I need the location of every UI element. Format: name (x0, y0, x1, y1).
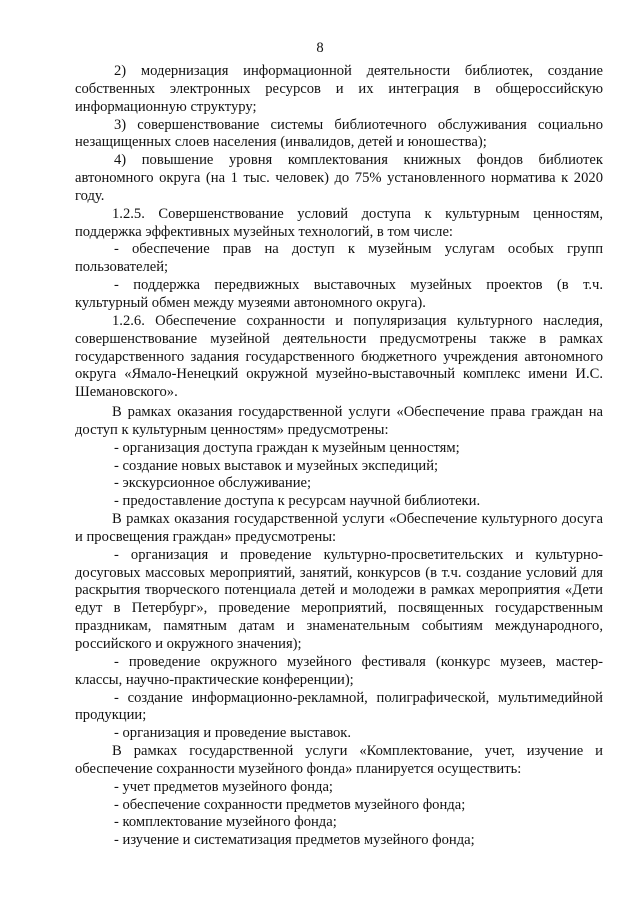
list-item: - изучение и систематизация предметов музейного фонда; (114, 832, 475, 849)
list-item: - создание информационно-рекламной, полиграфической, мультимедийной продукции; (75, 689, 603, 724)
list-item: - учет предметов музейного фонда; (114, 778, 333, 795)
list-item: - организация доступа граждан к музейным ценностям; (114, 439, 460, 456)
list-item: - комплектование музейного фонда; (114, 814, 337, 831)
list-item: - обеспечение сохранности предметов музейного фонда; (114, 796, 466, 813)
list-item: - создание новых выставок и музейных экспедиций; (114, 457, 439, 474)
paragraph: В рамках оказания государственной услуги «Обеспечение культурного досуга и просвещения граждан» предусмотрены: (75, 511, 603, 545)
section-paragraph: 1.2.6. Обеспечение сохранности и популяризация культурного наследия, совершенствование музейной деятельности предусмотрены также в рамках государственного задания государственного бюджетного учреждения автономного округа «Ямало-Ненецкий окружной музейно-выставочный комплекс имени И.С. Шемановского». (75, 312, 603, 401)
list-item: 4) повышение уровня комплектования книжных фондов библиотек автономного округа (на 1 тыс. человек) до 75% установленного норматива к 2020 году. (75, 152, 603, 204)
list-item: - экскурсионное обслуживание; (114, 475, 312, 492)
paragraph: В рамках государственной услуги «Комплектование, учет, изучение и обеспечение сохранности музейного фонда» планируется осуществить: (75, 743, 603, 777)
list-item: - проведение окружного музейного фестиваля (конкурс музеев, мастер-классы, научно-практические конференции); (75, 653, 603, 688)
paragraph: В рамках оказания государственной услуги «Обеспечение права граждан на доступ к культурным ценностям» предусмотрены: (75, 404, 603, 438)
list-item: - поддержка передвижных выставочных музейных проектов (в т.ч. культурный обмен между музеями автономного округа). (75, 277, 603, 311)
list-item: 2) модернизация информационной деятельности библиотек, создание собственных электронных ресурсов и их интеграция в общероссийскую информационную структуру; (75, 63, 603, 115)
document-body (75, 63, 603, 850)
list-item: - предоставление доступа к ресурсам научной библиотеки. (114, 493, 481, 510)
list-item: - организация и проведение выставок. (114, 725, 352, 742)
list-item: - организация и проведение культурно-просветительских и культурно-досуговых массовых мероприятий, занятий, конкурсов (в т.ч. создание условий для раскрытия творческого потенциала детей и молодежи в рамках мероприятия «Дети едут в Петербург», проведение мероприятий, посвященных государственным праздникам, памятным датам и знаменательным событиям международного, российского и окружного значения); (75, 546, 603, 652)
section-paragraph: 1.2.5. Совершенствование условий доступа к культурным ценностям, поддержка эффективных музейных технологий, в том числе: (75, 205, 603, 240)
page-number: 8 (316, 40, 324, 56)
list-item: 3) совершенствование системы библиотечного обслуживания социально незащищенных слоев населения (инвалидов, детей и юношества); (75, 116, 603, 151)
list-item: - обеспечение прав на доступ к музейным услугам особых групп пользователей; (75, 241, 603, 276)
